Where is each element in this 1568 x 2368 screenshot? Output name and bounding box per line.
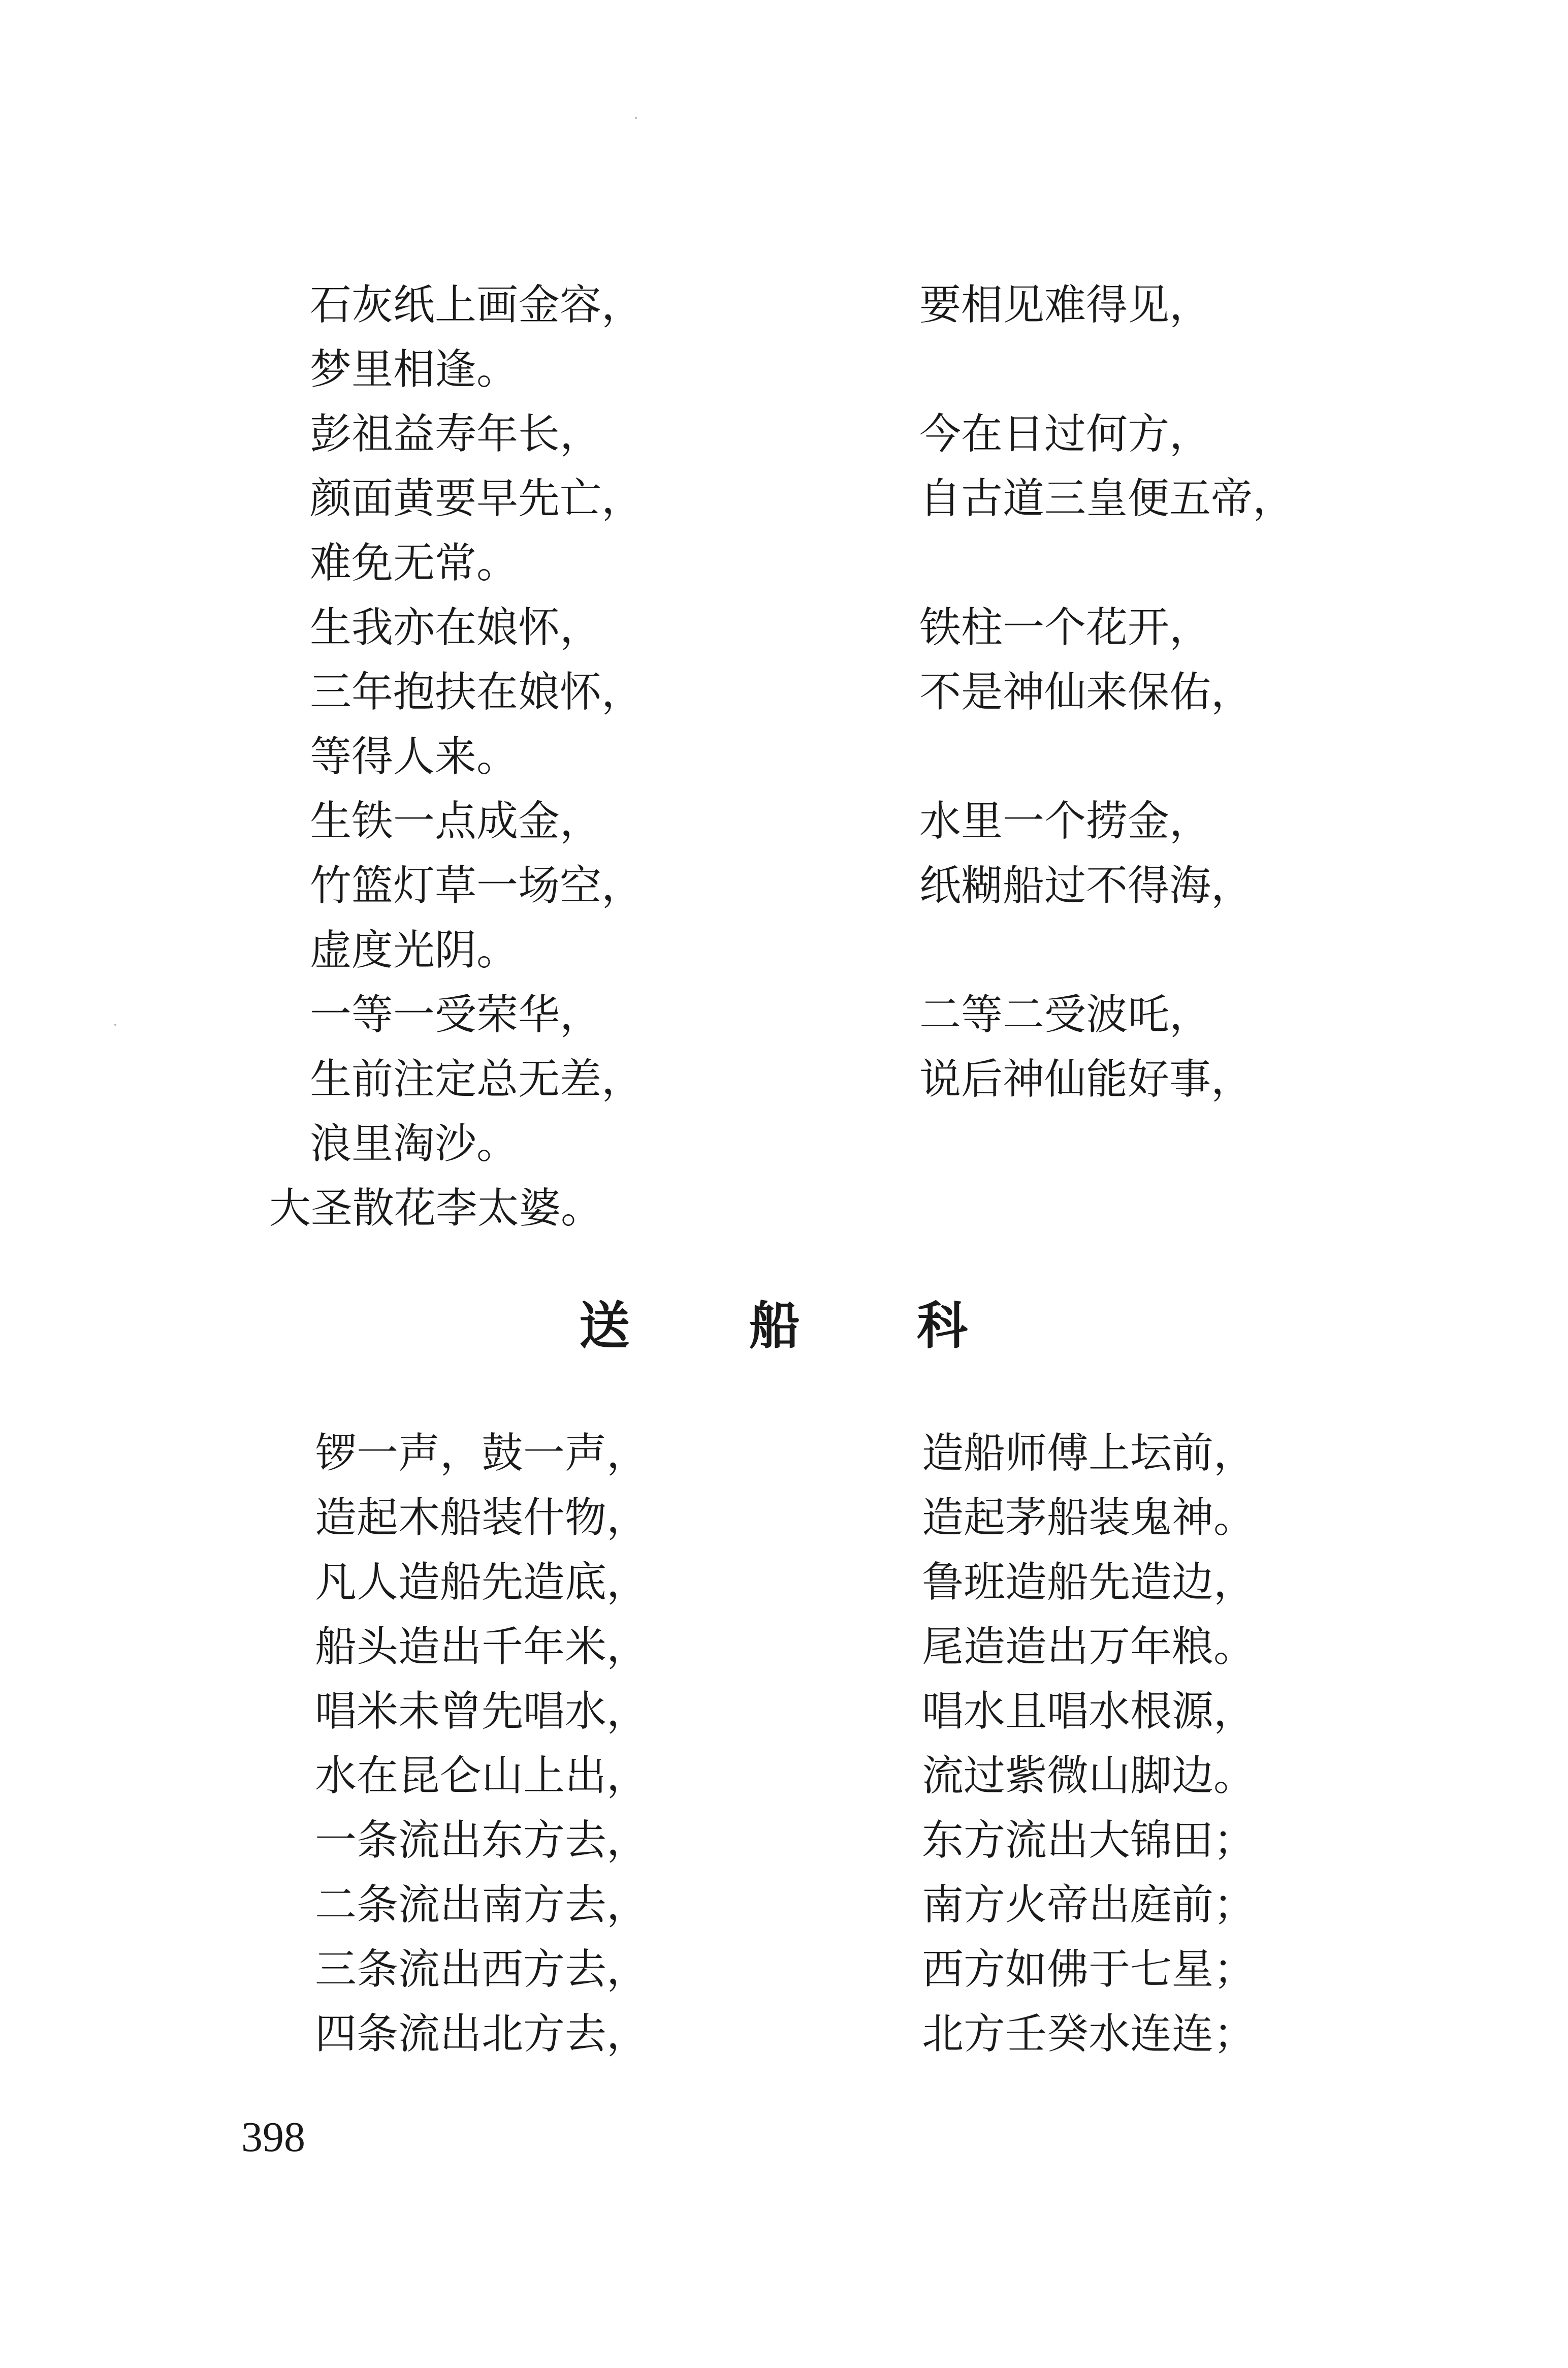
verse-line: 浪里淘沙。: [310, 1120, 519, 1168]
section-title-char: 科: [917, 1296, 968, 1355]
verse-line: 今在日过何方，: [919, 410, 1211, 458]
verse-line: 南方火帝出庭前；: [922, 1881, 1256, 1929]
verse-line: 纸糊船过不得海，: [919, 862, 1253, 910]
verse-line: 凡人造船先造底，: [315, 1558, 649, 1606]
verse-line: 四条流出北方去，: [315, 2010, 649, 2058]
verse-line: 鲁班造船先造边，: [922, 1558, 1256, 1606]
verse-line: 船头造出千年米，: [315, 1623, 649, 1671]
verse-line: 竹篮灯草一场空，: [310, 862, 644, 910]
closing-line: 大圣散花李太婆。: [269, 1184, 603, 1233]
verse-line: 生铁一点成金，: [310, 797, 602, 845]
verse-line: 水在昆仑山上出，: [315, 1752, 649, 1800]
verse-line: 难免无常。: [310, 539, 519, 587]
verse-line: 北方壬癸水连连；: [922, 2010, 1256, 2058]
verse-line: 三年抱扶在娘怀，: [310, 668, 644, 716]
verse-line: 西方如佛于七星；: [922, 1945, 1256, 1994]
verse-line: 流过紫微山脚边。: [922, 1752, 1256, 1800]
verse-line: 颜面黄要早先亡，: [310, 475, 644, 523]
verse-line: 铁柱一个花开，: [919, 604, 1211, 652]
verse-line: 水里一个捞金，: [919, 797, 1211, 845]
scan-speck: [635, 117, 637, 119]
section-title-char: 送: [579, 1296, 630, 1355]
verse-line: 造起茅船装鬼神。: [922, 1494, 1256, 1542]
verse-line: 唱水且唱水根源，: [922, 1687, 1256, 1735]
verse-line: 不是神仙来保佑，: [919, 668, 1253, 716]
verse-line: 尾造造出万年粮。: [922, 1623, 1256, 1671]
verse-line: 说后神仙能好事，: [919, 1055, 1253, 1103]
verse-line: 石灰纸上画金容，: [310, 281, 644, 329]
verse-line: 要相见难得见，: [919, 281, 1211, 329]
section-title-char: 船: [749, 1296, 800, 1355]
verse-line: 自古道三皇便五帝，: [919, 475, 1295, 523]
verse-line: 等得人来。: [310, 733, 519, 781]
verse-line: 造起木船装什物，: [315, 1494, 649, 1542]
page-number: 398: [241, 2113, 305, 2161]
verse-line: 一条流出东方去，: [315, 1816, 649, 1865]
verse-line: 生前注定总无差，: [310, 1055, 644, 1103]
verse-line: 虚度光阴。: [310, 926, 519, 974]
verse-line: 锣一声，鼓一声，: [315, 1429, 649, 1477]
verse-line: 生我亦在娘怀，: [310, 604, 602, 652]
verse-line: 梦里相逢。: [310, 345, 519, 394]
verse-line: 三条流出西方去，: [315, 1945, 649, 1994]
verse-line: 造船师傅上坛前，: [922, 1429, 1256, 1477]
verse-line: 彭祖益寿年长，: [310, 410, 602, 458]
scan-speck: [114, 1024, 116, 1026]
verse-line: 东方流出大锦田；: [922, 1816, 1256, 1865]
verse-line: 一等一受荣华，: [310, 991, 602, 1039]
verse-line: 二等二受波吒，: [919, 991, 1211, 1039]
verse-line: 唱米未曾先唱水，: [315, 1687, 649, 1735]
verse-line: 二条流出南方去，: [315, 1881, 649, 1929]
